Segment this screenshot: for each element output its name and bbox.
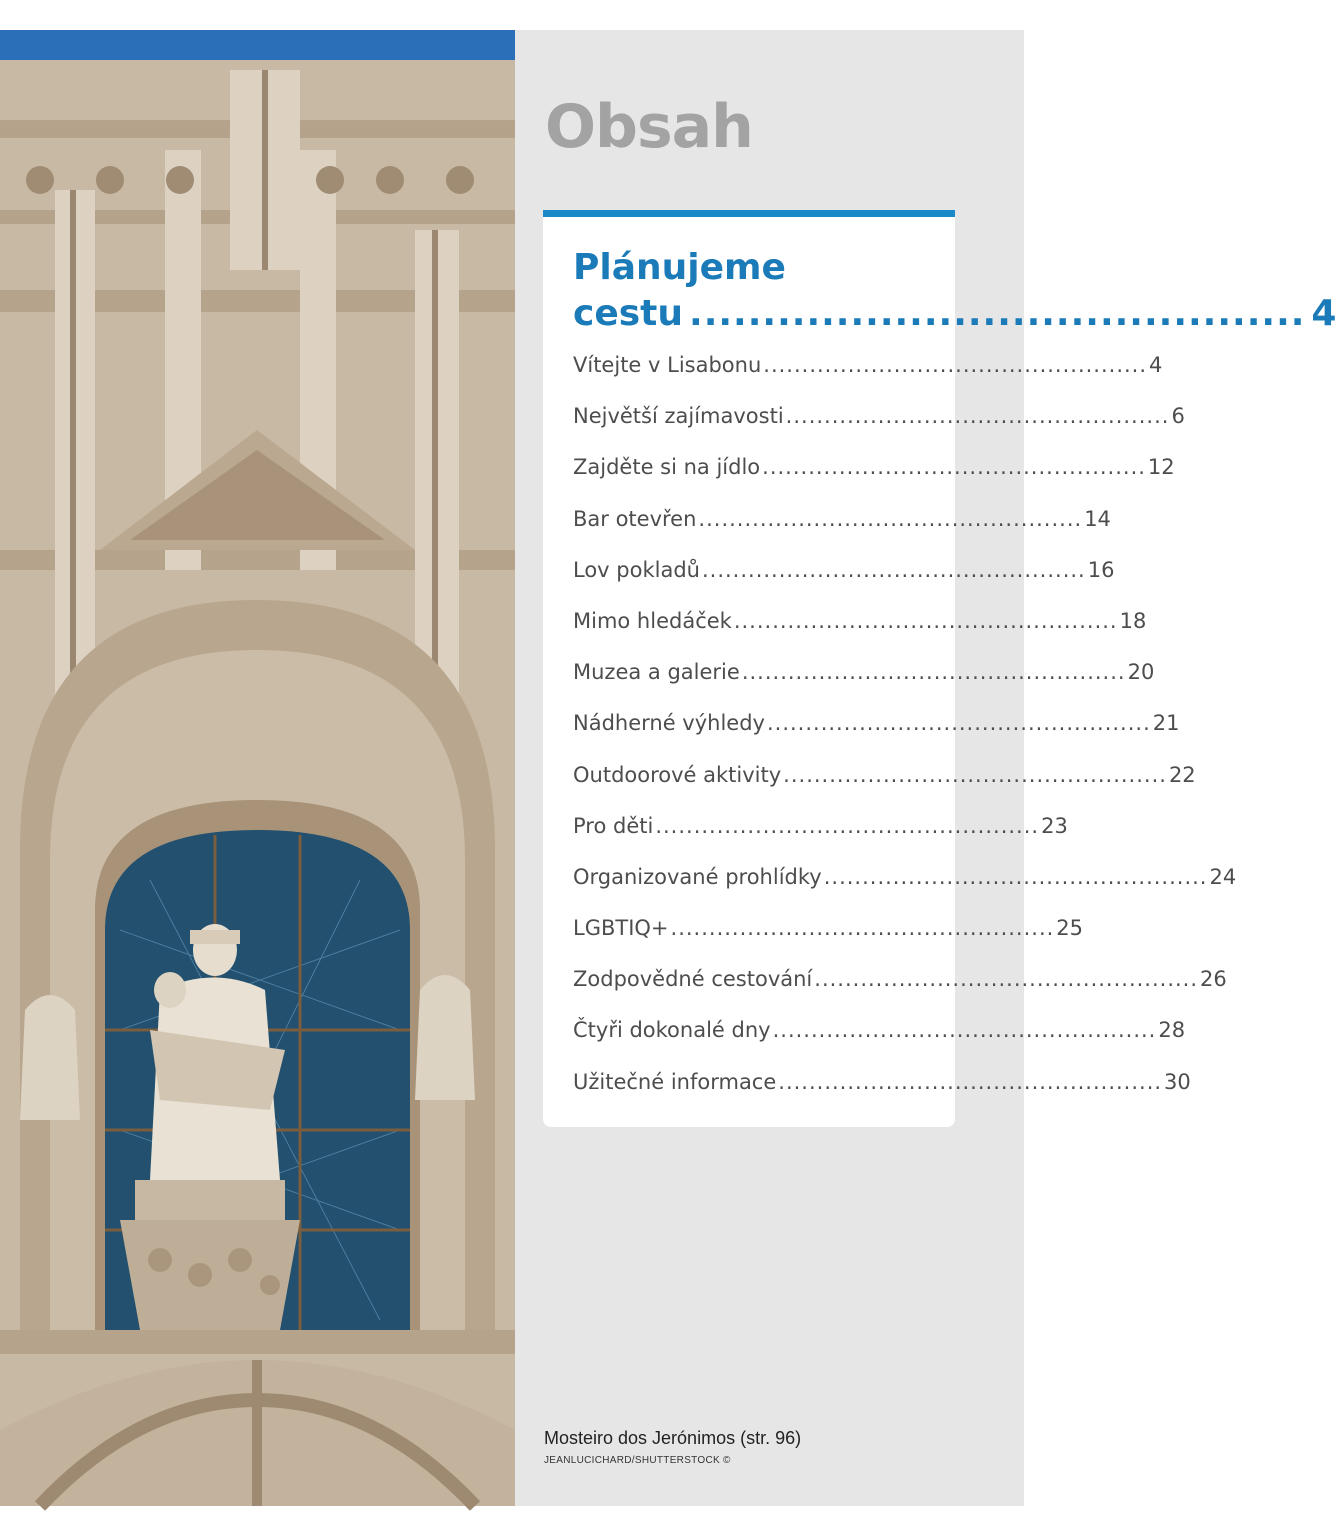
toc-item-label: Zajděte si na jídlo [573, 455, 761, 480]
toc-item-page: 20 [1127, 660, 1155, 685]
toc-item-label: Mimo hledáček [573, 608, 732, 633]
toc-item[interactable] [573, 1018, 1186, 1069]
toc-item-label: Outdoorové aktivity [573, 762, 782, 787]
toc-item[interactable] [573, 864, 1237, 916]
toc-item-page: 12 [1147, 455, 1175, 480]
toc-item-page: 23 [1041, 813, 1068, 838]
toc-item[interactable] [573, 506, 1111, 558]
toc-item[interactable] [573, 660, 1155, 711]
toc-item[interactable] [573, 813, 1068, 865]
toc-item-page: 26 [1200, 967, 1227, 992]
toc-item[interactable] [573, 967, 1227, 1018]
leader-dots: .................................................. [785, 404, 1170, 429]
toc-item-label: Muzea a galerie [573, 660, 740, 685]
leader-dots: .................................................. [823, 864, 1208, 889]
leader-dots: .................................................. [783, 762, 1167, 787]
toc-item-page: 4 [1149, 353, 1163, 377]
toc-item-page: 30 [1164, 1069, 1191, 1094]
toc-heading-line2: cestu [573, 293, 684, 334]
leader-dots: .................................................. [778, 1069, 1163, 1094]
toc-item[interactable] [573, 404, 1185, 455]
toc-item-label: Užitečné informace [573, 1069, 777, 1094]
toc-item[interactable] [573, 916, 1084, 967]
toc-item-label: Nádherné výhledy [573, 711, 765, 736]
toc-item[interactable] [573, 557, 1115, 609]
toc-item-page: 18 [1119, 608, 1147, 633]
toc-item-label: Bar otevřen [573, 506, 697, 531]
toc-item-page: 22 [1168, 762, 1196, 787]
leader-dots: .................................................. [741, 660, 1126, 685]
leader-dots: .................................................. [698, 506, 1083, 531]
toc-item-label: LGBTIQ+ [573, 916, 669, 941]
leader-dots: .................................................. [701, 557, 1086, 582]
page-title: Obsah [545, 92, 753, 162]
toc-item-label: Vítejte v Lisabonu [573, 353, 762, 377]
toc-item[interactable] [573, 711, 1180, 762]
toc-heading-page: 4 [1311, 293, 1336, 334]
toc-list [573, 353, 1237, 1121]
toc-item-page: 28 [1158, 1018, 1186, 1043]
toc-panel [515, 30, 1336, 1506]
toc-item[interactable] [573, 353, 1163, 404]
toc-item-page: 25 [1056, 916, 1084, 941]
leader-dots: .................................................. [772, 1018, 1157, 1043]
toc-section-heading[interactable] [573, 245, 1336, 337]
cover-photo [0, 30, 515, 1506]
toc-item-label: Pro děti [573, 813, 654, 838]
toc-item-label: Největší zajímavosti [573, 404, 784, 429]
toc-item-label: Zodpovědné cestování [573, 967, 813, 992]
leader-dots: .................................................. [670, 916, 1055, 941]
toc-item[interactable] [573, 455, 1175, 506]
toc-item[interactable] [573, 608, 1147, 660]
toc-item[interactable] [573, 762, 1196, 814]
leader-dots: .................................................. [655, 813, 1040, 838]
leader-dots: .................................................. [766, 711, 1151, 736]
toc-card [543, 210, 1336, 1127]
toc-item-label: Čtyři dokonalé dny [573, 1018, 771, 1043]
photo-credit: JEANLUCICHARD/SHUTTERSTOCK © [544, 1455, 731, 1466]
leader-dots: .......................................... [689, 293, 1306, 334]
toc-item-page: 21 [1152, 711, 1180, 736]
toc-item-page: 24 [1209, 864, 1237, 889]
toc-item-label: Lov pokladů [573, 557, 700, 582]
leader-dots: .................................................. [762, 455, 1146, 480]
toc-item-page: 16 [1087, 557, 1115, 582]
toc-item-page: 6 [1171, 404, 1185, 429]
photo-caption: Mosteiro dos Jerónimos (str. 96) [544, 1428, 802, 1448]
toc-item[interactable] [573, 1069, 1191, 1121]
leader-dots: .................................................. [763, 353, 1148, 377]
leader-dots: .................................................. [733, 608, 1118, 633]
leader-dots: .................................................. [814, 967, 1199, 992]
toc-item-page: 14 [1084, 506, 1111, 531]
toc-item-label: Organizované prohlídky [573, 864, 822, 889]
monastery-facade-image [0, 30, 515, 1506]
toc-heading-line1: Plánujeme [573, 247, 786, 288]
